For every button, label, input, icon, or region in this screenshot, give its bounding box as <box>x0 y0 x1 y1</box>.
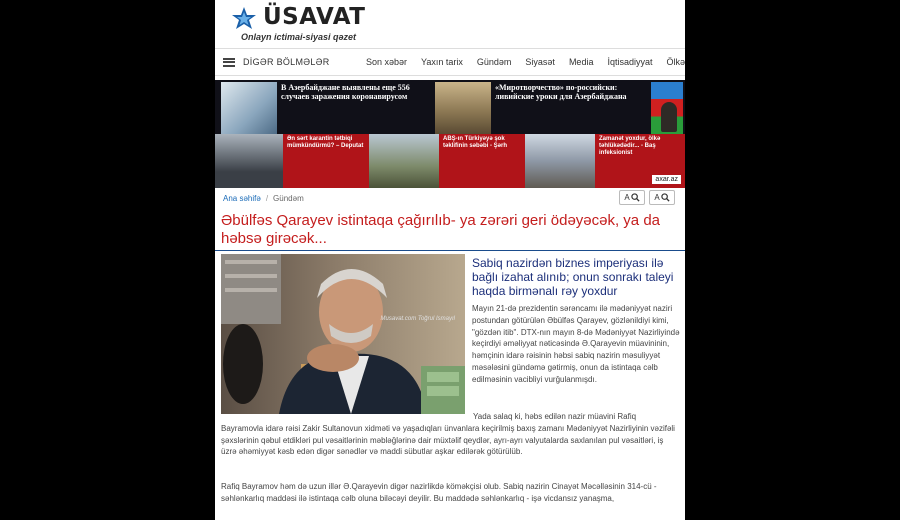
site-tagline: Onlayn ictimai-siyasi qəzet <box>241 32 357 42</box>
page <box>215 0 685 520</box>
nav-item-gundem[interactable]: Gündəm <box>476 57 512 67</box>
ad-headline-bottom-3[interactable]: Zamanət yoxdur, ölkə təhlükədədir... - Baş infeksionist <box>599 136 661 157</box>
nav-items <box>352 57 685 67</box>
headline-divider <box>215 250 685 251</box>
article-paragraph-3: Rafiq Bayramov həm də uzun illər Ə.Qarayevin digər nazirlikdə köməkçisi olub. Sabiq nazirin Cinayət Məcəlləsinin 314-cü - səhlənkarlıq maddəsi ilə istintaqa cəlb oluna biləcəyi deyilir. Bu maddədə səhlənkarlıq - işə vicdansız yanaşma, <box>221 482 657 503</box>
ad-image-deputy[interactable] <box>215 134 283 188</box>
hamburger-icon[interactable] <box>223 58 235 67</box>
photo-caption: Musavat.com Toğrul Ismayıl <box>380 316 455 322</box>
ad-image-missile[interactable] <box>369 134 439 188</box>
font-increase-label: A <box>654 193 660 202</box>
ad-source-badge[interactable]: axar.az <box>652 175 681 184</box>
ad-headline-bottom-2[interactable]: ABŞ-ın Türkiyəyə şok təklifinin səbəbi - Şərh <box>443 136 508 150</box>
article-subheading: Sabiq nazirdən biznes imperiyası ilə bağlı izahat alınıb; onun sonrakı taleyi haqda birmənalı rəy yoxdur <box>472 256 674 298</box>
zoom-out-icon <box>631 193 640 202</box>
ad-image-hospital[interactable] <box>221 82 277 134</box>
font-increase-button[interactable] <box>649 190 675 205</box>
article-photo-art <box>221 254 465 414</box>
breadcrumb-current[interactable]: Gündəm <box>273 193 304 203</box>
logo-star-icon[interactable] <box>231 6 257 32</box>
breadcrumb <box>215 189 685 207</box>
nav-item-media[interactable]: Media <box>568 57 594 67</box>
ad-headline-top-right[interactable]: «Миротворчество» по-российски: ливийские уроки для Азербайджана <box>495 83 627 101</box>
ad-banner[interactable] <box>215 80 685 188</box>
font-decrease-button[interactable] <box>619 190 645 205</box>
article-headline: Əbülfəs Qarayev istintaqa çağırılıb- ya zərəri geri ödəyəcək, ya da həbsə girəcək... <box>221 212 660 247</box>
article-paragraph-1: Mayın 21-də prezidentin sərəncamı ilə mədəniyyət naziri postundan götürülən Əbülfəs Qarayev, gözlənildiyi kimi, "gözdən itib". DTX-nın mayın 8-də Mədəniyyət Nazirliyində keçirdiyi əməliyyat nəticəsində Ə.Qarayevin müavininin, həmçinin idarə rəisinin həbsi sabiq nazirin məsuliyyət məsələsini gündəmə gətirmiş, onun da istintaqa cəlb edilməsinin vacibliyi vurğulanmışdı. <box>472 304 680 384</box>
breadcrumb-separator: / <box>265 193 269 203</box>
breadcrumb-home[interactable]: Ana səhifə <box>223 193 261 203</box>
ad-headline-top-left[interactable]: В Азербайджане выявлены еще 556 случаев заражения коронавирусом <box>281 83 410 101</box>
zoom-in-icon <box>661 193 670 202</box>
nav-item-olke[interactable]: Ölkə <box>666 57 685 67</box>
article-photo[interactable] <box>221 254 465 414</box>
main-nav <box>215 48 685 76</box>
site-logo[interactable]: ÜSAVAT <box>263 4 366 30</box>
menu-label[interactable]: DİGƏR BÖLMƏLƏR <box>243 57 330 67</box>
article-paragraph-2: Yada salaq ki, həbs edilən nazir müavini Rafiq Bayramovla idarə rəisi Zakir Sultanovun xidməti və yaşadıqları ünvanlara keçirilmiş baxış zamanı Mədəniyyət Nazirliyinin vəzifəli şəxslərinin qəbul etdikləri pul vəsaitlərinin məbləğlərinə dair müxtəlif qeydlər, ayrı-ayrı valyutalarda saxlanılan pul vəsaitləri, iş üzrə əhəmiyyət kəsb edən digər sənədlər və maddi sübutlar aşkar edilərək götürülüb. <box>221 412 675 457</box>
site-header <box>215 0 685 48</box>
ad-image-city[interactable] <box>525 134 595 188</box>
nav-item-siyaset[interactable]: Siyasət <box>525 57 555 67</box>
nav-item-iqtisadiyyat[interactable]: İqtisadiyyat <box>607 57 653 67</box>
ad-headline-bottom-1[interactable]: Ən sərt karantin tətbiqi mümkündürmü? – Deputat <box>287 136 364 150</box>
font-decrease-label: A <box>624 193 630 202</box>
nav-item-son-xeber[interactable]: Son xəbər <box>366 57 408 67</box>
ad-image-soldiers[interactable] <box>435 82 491 134</box>
nav-item-yaxin-tarix[interactable]: Yaxın tarix <box>421 57 463 67</box>
ad-image-portrait <box>661 102 677 132</box>
